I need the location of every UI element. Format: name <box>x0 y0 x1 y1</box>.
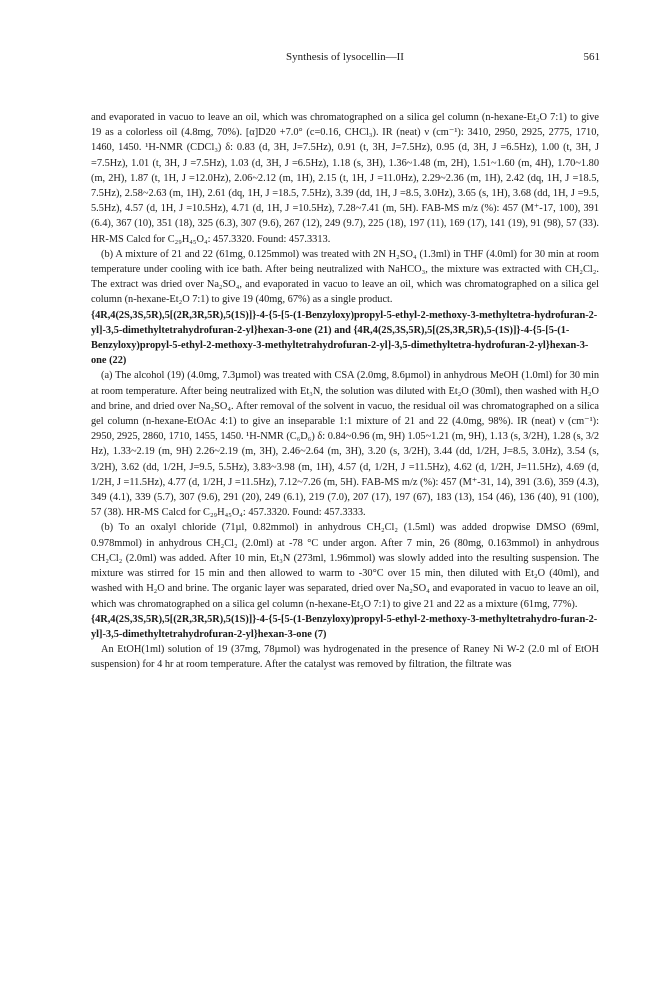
compound-heading-7: {4R,4(2S,3S,5R),5[(2R,3R,5R),5(1S)]}-4-{5-[5-(1-Benzyloxy)propyl-5-ethyl-2-methoxy-3-methyltetrahydro-furan-2-yl]-3,5-dimethyltetrahydrofuran-2-yl}hexan-3-one (7) <box>91 613 598 640</box>
paragraph-continued-experimental: and evaporated in vacuo to leave an oil, which was chromatographed on a silica gel column (n-hexane-Et₂O 7:1) to give 19 as a colorless oil (4.8mg, 70%). [α]D20 +7.0° (c=0.16, CHCl₃). IR (neat) ν (cm⁻¹): 3410, 2950, 2925, 2775, 1710, 1460, 1450. ¹H-NMR (CDCl₃) δ: 0.83 (d, 3H, J=7.5Hz), 0.91 (t, 3H, J=7.5Hz), 0.95 (d, 3H, J =6.5Hz), 1.00 (t, 3H, J =7.5Hz), 1.01 (t, 3H, J =7.5Hz), 1.03 (d, 3H, J =6.5Hz), 1.18 (s, 3H), 1.36~1.48 (m, 2H), 1.51~1.60 (m, 4H), 1.70~1.80 (m, 2H), 1.87 (t, 1H, J =12.0Hz), 2.06~2.12 (m, 1H), 2.15 (t, 1H, J =11.0Hz), 2.29~2.36 (m, 1H), 2.42 (dq, 1H, J =18.5, 7.5Hz), 2.58~2.63 (m, 1H), 2.61 (dq, 1H, J =18.5, 7.5Hz), 3.39 (dd, 1H, J =8.5, 3.0Hz), 3.65 (s, 1H), 3.68 (dd, 1H, J =9.5, 5.5Hz), 4.57 (d, 1H, J =10.5Hz), 4.71 (d, 1H, J =10.5Hz), 7.28~7.41 (m, 5H). FAB-MS m/z (%): 457 (M⁺-17, 100), 391 (6.4), 367 (10), 351 (18), 325 (6.3), 307 (9.6), 267 (12), 249 (9.7), 225 (18), 197 (11), 169 (17), 141 (19), 91 (98), 57 (33). HR-MS Calcd for C₂₉H₄₅O₄: 457.3320. Found: 457.3313. <box>91 112 599 245</box>
paragraph-procedure-b-swern: (b) To an oxalyl chloride (71µl, 0.82mmol) in anhydrous CH₂Cl₂ (1.5ml) was added dropwise DMSO (69ml, 0.978mmol) in anhydrous CH₂Cl₂ (2.0ml) at -78 °C under argon. After 7 min, 26 (80mg, 0.163mmol) in anhydrous CH₂Cl₂ (2.0ml) was added. After 10 min, Et₃N (273ml, 1.96mmol) was slowly added into the resulting suspension. The mixture was stirred for 15 min and then allowed to warm to -30°C over 15 min, then diluted with Et₂O (40ml), and washed with H₂O and brine. The organic layer was separated, dried over Na₂SO₄ and evaporated in vacuo to leave an oil, which was chromatographed on a silica gel column (n-hexane-Et₂O 7:1) to give 21 and 22 as a mixture (61mg, 77%). <box>91 522 599 610</box>
page-number: 561 <box>583 51 600 63</box>
paragraph-hydrogenation: An EtOH(1ml) solution of 19 (37mg, 78µmol) was hydrogenated in the presence of Raney Ni W-2 (2.0 ml of EtOH suspension) for 4 hr at room temperature. After the catalyst was removed by filtration, the filtrate was <box>91 644 599 671</box>
paragraph-procedure-a-alcohol: (a) The alcohol (19) (4.0mg, 7.3µmol) was treated with CSA (2.0mg, 8.6µmol) in anhydrous MeOH (1.0ml) for 30 min at room temperature. After being neutralized with Et₃N, the solution was diluted with Et₂O (30ml), then washed with H₂O and brine, and dried over Na₂SO₄. After removal of the solvent in vacuo, the residual oil was chromatographed on a silica gel column (n-hexane-EtOAc 4:1) to give an inseparable 1:1 mixture of 21 and 22 (4.0mg, 98%). IR (neat) ν (cm⁻¹): 2950, 2925, 2860, 1710, 1455, 1450. ¹H-NMR (C₆D₆) δ: 0.84~0.96 (m, 9H) 1.05~1.21 (m, 9H), 1.13 (s, 3/2H), 1.28 (s, 3/2 Hz), 1.33~2.19 (m, 9H) 2.26~2.19 (m, 3H), 2.46~2.64 (m, 3H), 3.20 (s, 3/2H), 3.44 (dd, 1/2H, J=8.5, 3.0Hz), 3.54 (s, 3/2H), 3.62 (dd, 1/2H, J=9.5, 5.5Hz), 3.83~3.98 (m, 1H), 4.57 (d, 1/2H, J =11.5Hz), 4.62 (d, 1/2H, J=11.5Hz), 4.69 (d, 1/2H, J =11.5Hz), 4.77 (d, 1/2H, J =11.5Hz), 7.12~7.26 (m, 5H). FAB-MS m/z (%): 457 (M⁺-31, 14), 391 (3.6), 359 (4.3), 349 (4.1), 339 (5.7), 307 (9.6), 291 (20), 249 (6.1), 219 (7.0), 207 (17), 197 (67), 183 (13), 154 (46), 136 (40), 91 (100), 57 (38). HR-MS Calcd for C₂₉H₄₅O₄: 457.3320. Found: 457.3333. <box>91 370 599 519</box>
compound-heading-21-22: {4R,4(2S,3S,5R),5[(2R,3R,5R),5(1S)]}-4-{5-[5-(1-Benzyloxy)propyl-5-ethyl-2-methoxy-3-methyltetra-hydrofuran-2-yl]-3,5-dimethyltetrahydrofuran-2-yl}hexan-3-one (21) and {4R,4(2S,3S,5R),5[(2S,3R,5R),5-(1S)]}-4-{5-[5-(1-Benzyloxy)propyl-5-ethyl-2-methoxy-3-methyltetrahydrofuran-2-yl]-3,5-dimethyltetra-hydrofuran-2-yl}hexan-3-one (22) <box>91 309 598 367</box>
paragraph-procedure-b-hydrolysis: (b) A mixture of 21 and 22 (61mg, 0.125mmol) was treated with 2N H₂SO₄ (1.3ml) in THF (4.0ml) for 30 min at room temperature under cooling with ice bath. After being neutralized with NaHCO₃, the mixture was extracted with CH₂Cl₂. The extract was dried over Na₂SO₄, and evaporated in vacuo to leave an oil, which was chromatographed on a silica gel column (n-hexane-Et₂O 7:1) to give 19 (40mg, 67%) as a single product. <box>91 248 599 306</box>
running-title: Synthesis of lysocellin—II <box>286 51 404 63</box>
article-body <box>91 110 599 673</box>
